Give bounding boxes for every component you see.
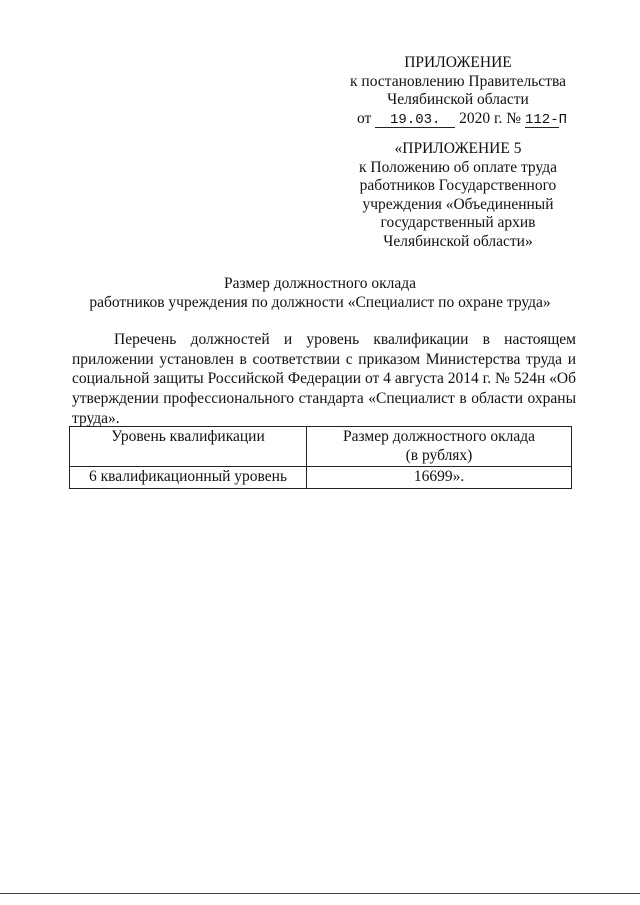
header-qualification: Уровень квалификации xyxy=(70,427,307,467)
date-prefix: от xyxy=(357,109,372,127)
footer-divider xyxy=(0,893,640,894)
appendix-label: ПРИЛОЖЕНИЕ xyxy=(404,54,512,71)
appendix5-line2: работников Государственного xyxy=(359,177,557,195)
appendix5-line4: государственный архив xyxy=(380,214,536,232)
year-text: 2020 г. № xyxy=(459,109,522,127)
appendix5-line1: к Положению об оплате труда xyxy=(358,158,558,176)
title-line2: работников учреждения по должности «Специалист по охране труда» xyxy=(89,293,551,311)
appendix5-line3: учреждения «Объединенный xyxy=(362,195,554,213)
header-salary-line1: Размер должностного оклада xyxy=(343,428,535,445)
table-row xyxy=(70,467,572,489)
header-salary-line2: (в рублях) xyxy=(405,446,473,464)
salary-table xyxy=(69,426,572,489)
title-line1: Размер должностного оклада xyxy=(224,275,416,292)
header-salary xyxy=(307,427,572,467)
appendix5-line5: Челябинской области» xyxy=(383,232,533,250)
header-block xyxy=(338,54,578,128)
cell-qualification: 6 квалификационный уровень xyxy=(70,467,307,489)
document-title xyxy=(0,275,640,312)
date-number-line xyxy=(338,110,578,129)
resolution-line: к постановлению Правительства xyxy=(350,72,566,90)
appendix5-title: «ПРИЛОЖЕНИЕ 5 xyxy=(394,140,522,157)
appendix5-block xyxy=(338,140,578,252)
table-header-row xyxy=(70,427,572,467)
cell-salary: 16699». xyxy=(307,467,572,489)
body-paragraph: Перечень должностей и уровень квалификации в настоящем приложении установлен в соответствии с приказом Министерства труда и социальной защиты Российской Федерации от 4 августа 2014 г. № 524н «Об утверждении профессионального стандарта «Специалист в области охраны труда». xyxy=(72,331,576,427)
date-handwritten: 19.03. xyxy=(375,113,455,129)
region-line: Челябинской области xyxy=(387,91,529,109)
number-handwritten: 112-П xyxy=(524,111,567,128)
